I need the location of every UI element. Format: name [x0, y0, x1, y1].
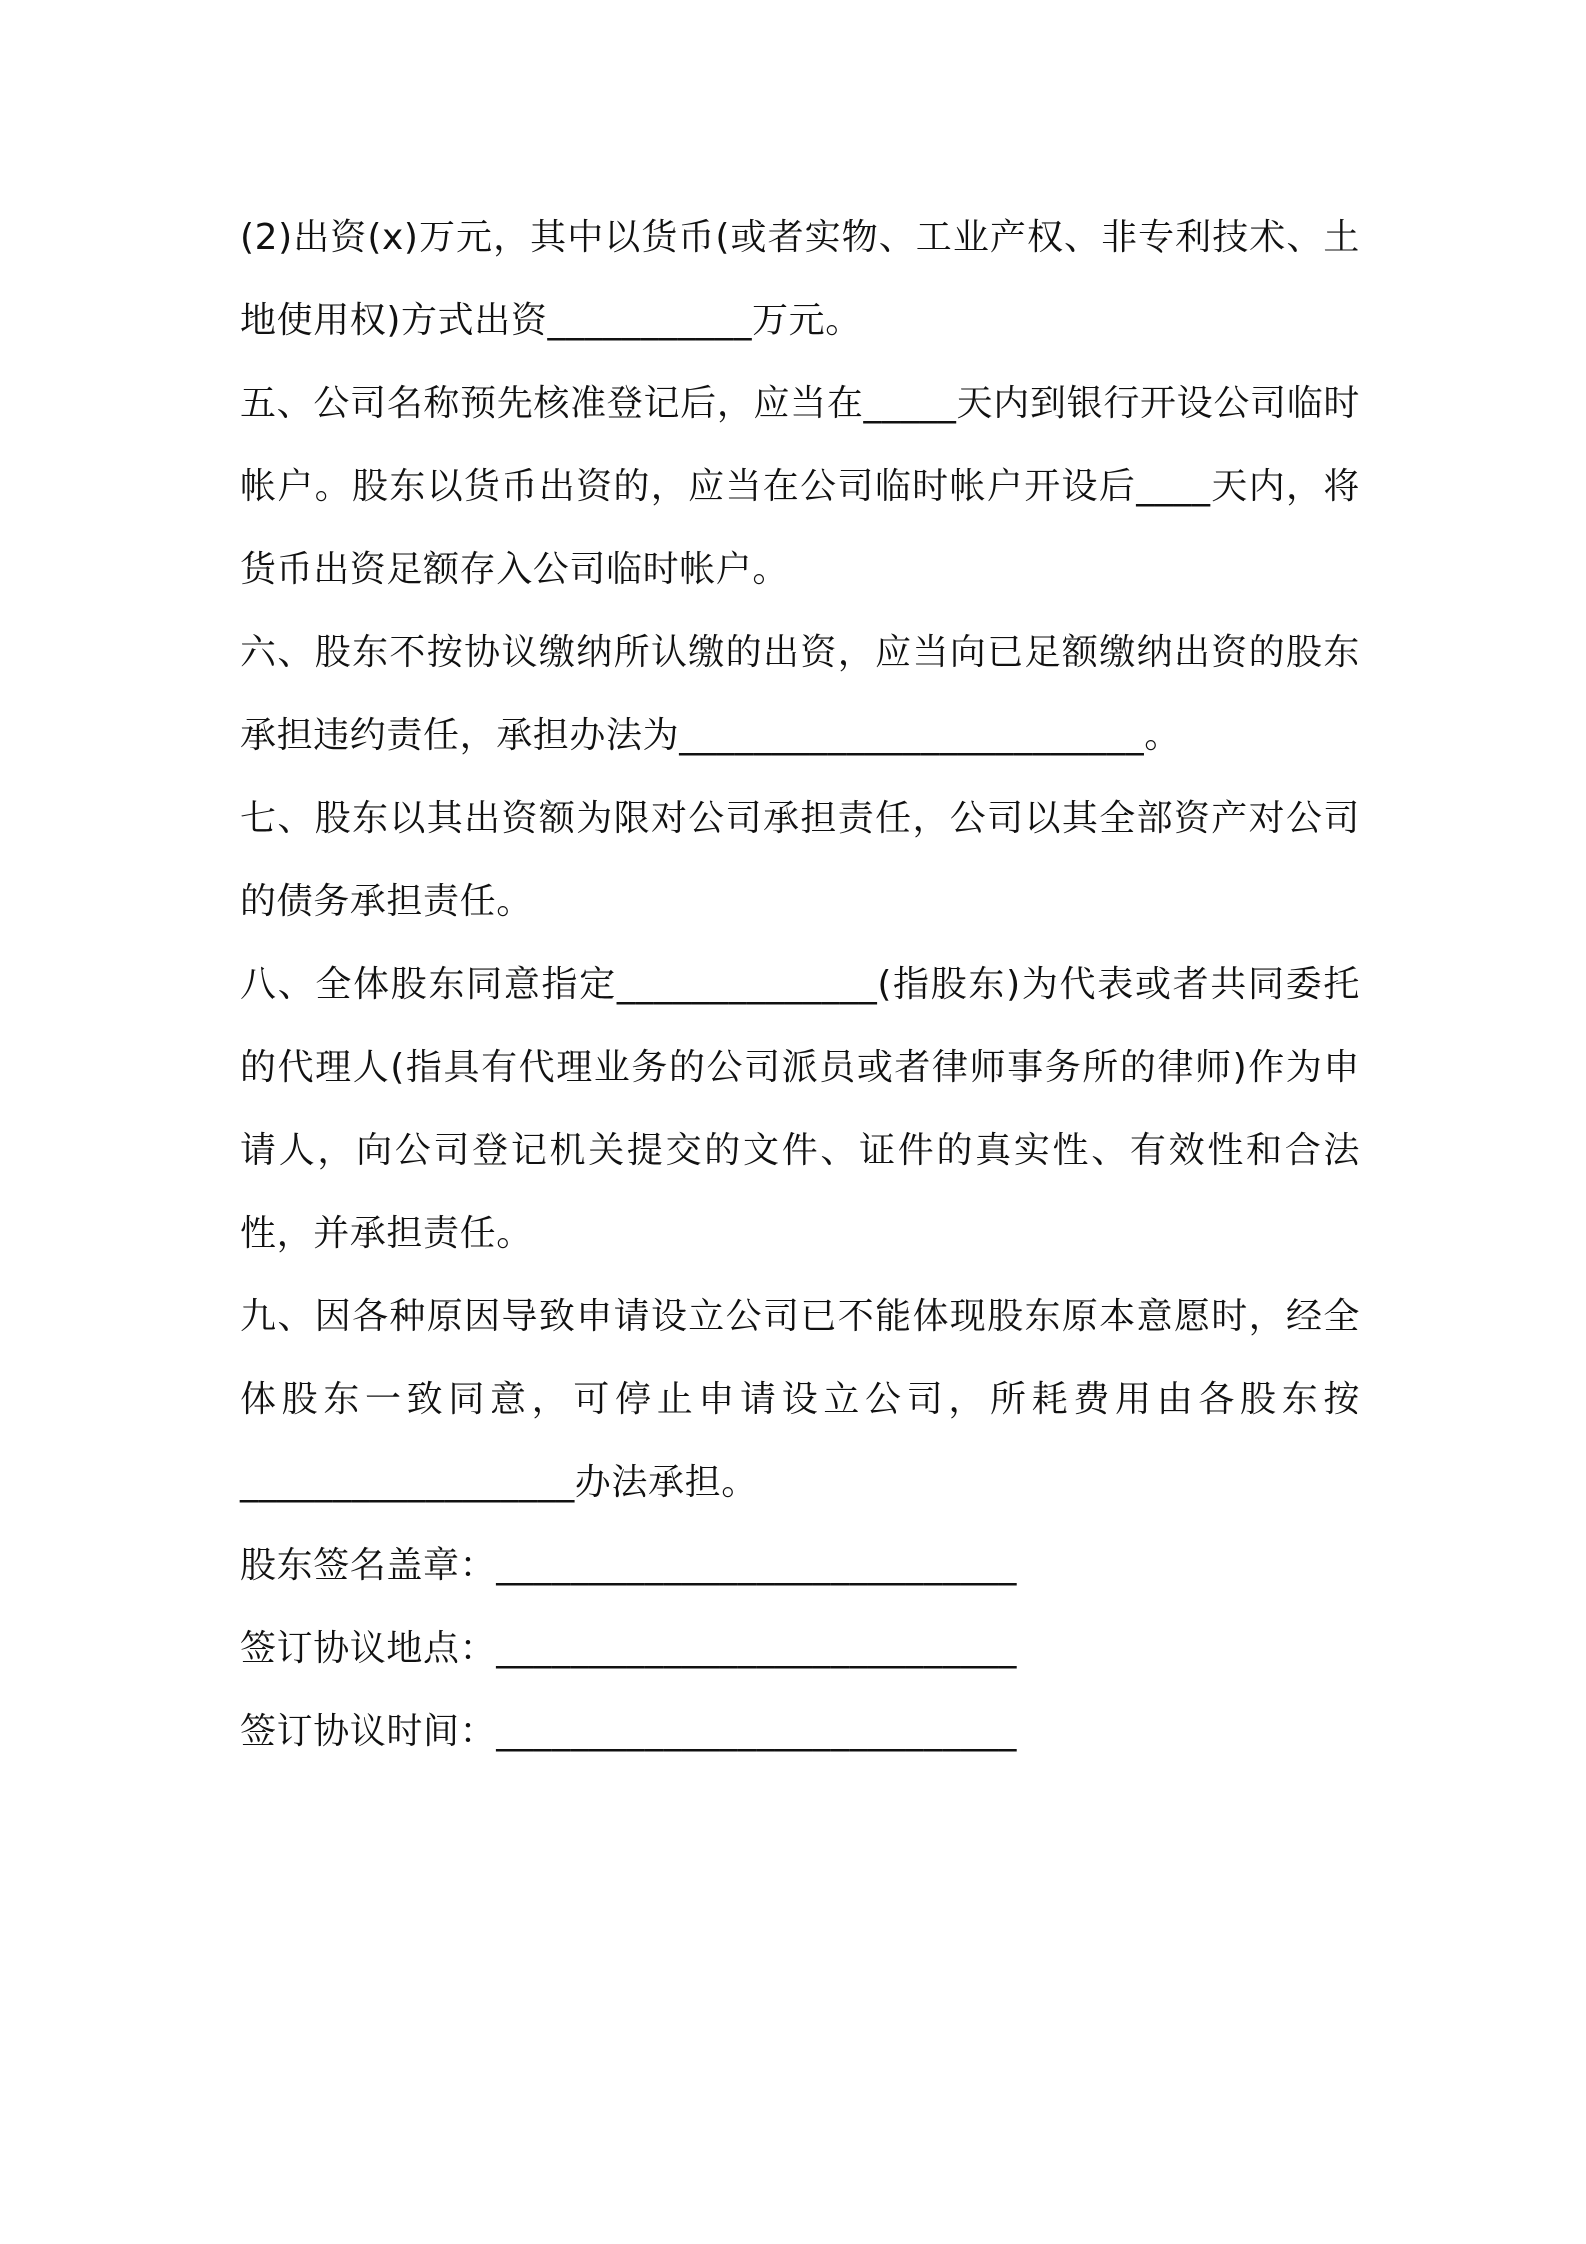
signing-location-line: 签订协议地点：____________________________: [240, 1628, 1017, 1669]
paragraph-article-5: 五、公司名称预先核准登记后，应当在_____天内到银行开设公司临时帐户。股东以货币出资的，应当在公司临时帐户开设后____天内，将货币出资足额存入公司临时帐户。: [240, 383, 1360, 590]
document-body: [240, 196, 1360, 1773]
paragraph-article-7: 七、股东以其出资额为限对公司承担责任，公司以其全部资产对公司的债务承担责任。: [240, 798, 1360, 922]
paragraph-capital-contribution: (2)出资(x)万元，其中以货币(或者实物、工业产权、非专利技术、土地使用权)方式出资___________万元。: [240, 217, 1360, 341]
signature-block: [240, 1524, 1360, 1773]
paragraph-article-6: 六、股东不按协议缴纳所认缴的出资，应当向已足额缴纳出资的股东承担违约责任，承担办法为_________________________。: [240, 632, 1360, 756]
paragraph-article-9: 九、因各种原因导致申请设立公司已不能体现股东原本意愿时，经全体股东一致同意，可停止申请设立公司，所耗费用由各股东按__________________办法承担。: [240, 1296, 1360, 1503]
shareholder-signature-line: 股东签名盖章：____________________________: [240, 1545, 1017, 1586]
signing-date-line: 签订协议时间：____________________________: [240, 1711, 1017, 1752]
paragraph-article-8: 八、全体股东同意指定______________(指股东)为代表或者共同委托的代理人(指具有代理业务的公司派员或者律师事务所的律师)作为申请人，向公司登记机关提交的文件、证件的真实性、有效性和合法性，并承担责任。: [240, 964, 1360, 1254]
